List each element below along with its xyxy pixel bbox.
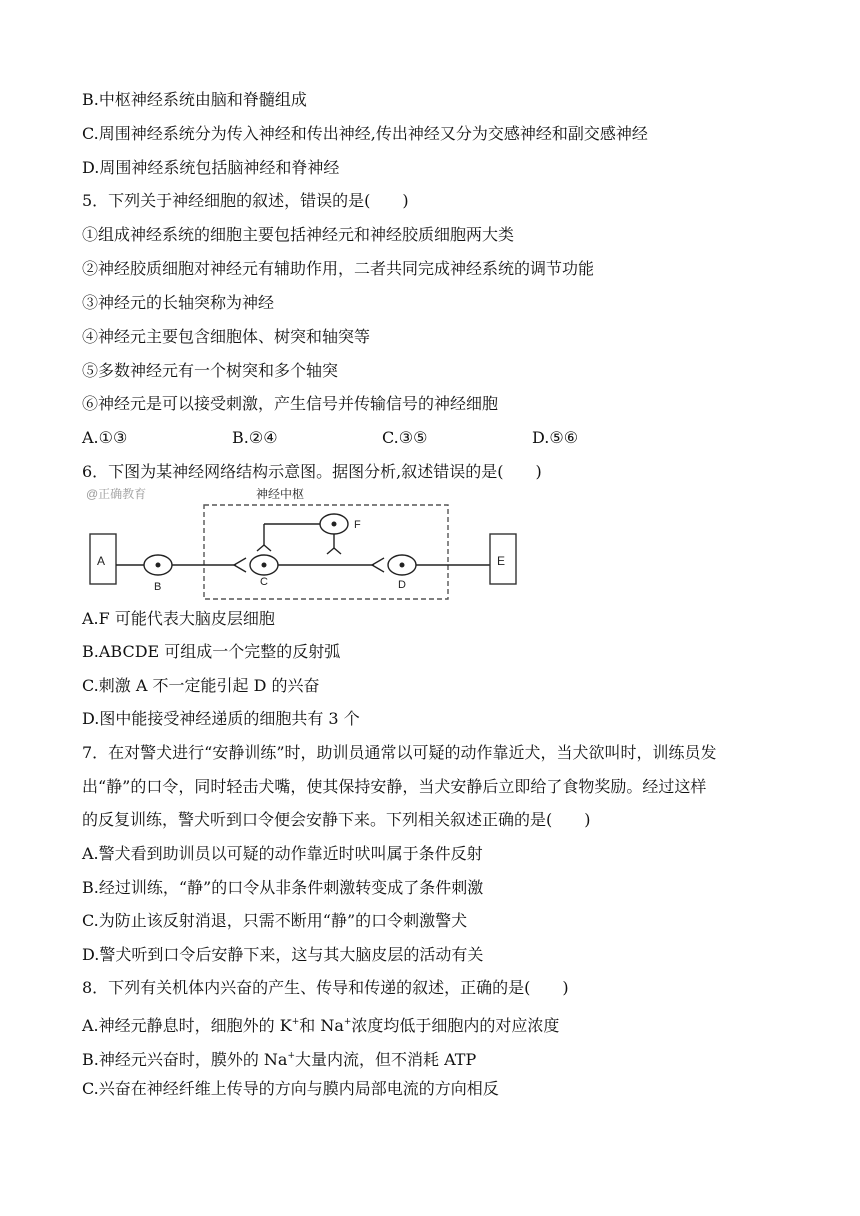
neural-center-box — [204, 505, 448, 599]
q8-option-c: C.兴奋在神经纤维上传导的方向与膜内局部电流的方向相反 — [82, 1079, 499, 1098]
label-b: B — [154, 581, 162, 593]
question-7-stem-line-2: 出“静”的口令，同时轻击犬嘴，使其保持安静，当犬安静后立即给了食物奖励。经过这样 — [82, 777, 707, 796]
q4-option-d: D.周围神经系统包括脑神经和脊神经 — [82, 158, 340, 177]
diagram-center-title: 神经中枢 — [256, 487, 305, 501]
label-f: F — [354, 519, 361, 531]
q5-option-d: D.⑤⑥ — [532, 428, 579, 447]
q5-statement-1: ①组成神经系统的细胞主要包括神经元和神经胶质细胞两大类 — [82, 225, 515, 244]
q8a-part-3: 浓度均低于细胞内的对应浓度 — [351, 1016, 560, 1035]
q4-option-c: C.周围神经系统分为传入神经和传出神经,传出神经又分为交感神经和副交感神经 — [82, 124, 648, 143]
label-e: E — [497, 554, 506, 568]
q5-option-c: C.③⑤ — [382, 428, 428, 447]
q5-option-a: A.①③ — [82, 428, 128, 447]
superscript-plus: + — [287, 1051, 296, 1061]
q8a-part-2: 和 Na — [299, 1016, 344, 1035]
label-c: C — [260, 576, 268, 588]
q6-option-c: C.刺激 A 不一定能引起 D 的兴奋 — [82, 676, 320, 695]
superscript-plus: + — [343, 1017, 352, 1027]
q6-option-a: A.F 可能代表大脑皮层细胞 — [82, 609, 275, 628]
label-d: D — [398, 579, 406, 591]
diagram-watermark: @正确教育 — [86, 487, 147, 501]
q7-option-a: A.警犬看到助训员以可疑的动作靠近时吠叫属于条件反射 — [82, 844, 483, 863]
superscript-plus: + — [291, 1017, 300, 1027]
question-6-stem: 6．下图为某神经网络结构示意图。据图分析,叙述错误的是( ) — [82, 462, 542, 481]
q6-option-d: D.图中能接受神经递质的细胞共有 3 个 — [82, 709, 360, 728]
question-7-stem-line-3: 的反复训练，警犬听到口令便会安静下来。下列相关叙述正确的是( ) — [82, 810, 591, 829]
q5-statement-3: ③神经元的长轴突称为神经 — [82, 293, 275, 312]
neural-network-diagram — [86, 484, 626, 604]
q8a-part-1: A.神经元静息时，细胞外的 K — [82, 1016, 292, 1035]
label-a: A — [97, 554, 106, 568]
q5-statement-2: ②神经胶质细胞对神经元有辅助作用，二者共同完成神经系统的调节功能 — [82, 259, 595, 278]
question-5-stem: 5．下列关于神经细胞的叙述，错误的是( ) — [82, 191, 409, 210]
q5-statement-5: ⑤多数神经元有一个树突和多个轴突 — [82, 361, 339, 380]
q5-option-b: B.②④ — [232, 428, 278, 447]
q7-option-c: C.为防止该反射消退，只需不断用“静”的口令刺激警犬 — [82, 911, 468, 930]
q8-option-a — [82, 1011, 559, 1037]
q8b-part-1: B.神经元兴奋时，膜外的 Na — [82, 1050, 288, 1069]
q7-option-b: B.经过训练，“静”的口令从非条件刺激转变成了条件刺激 — [82, 878, 484, 897]
synapse-c-f — [327, 548, 341, 554]
q6-option-b: B.ABCDE 可组成一个完整的反射弧 — [82, 642, 341, 661]
q4-option-b: B.中枢神经系统由脑和脊髓组成 — [82, 90, 307, 109]
q8-option-b — [82, 1045, 476, 1071]
question-7-stem-line-1: 7．在对警犬进行“安静训练”时，助训员通常以可疑的动作靠近犬，当犬欲叫时，训练员发 — [82, 743, 717, 762]
q5-statement-4: ④神经元主要包含细胞体、树突和轴突等 — [82, 327, 371, 346]
q7-option-d: D.警犬听到口令后安静下来，这与其大脑皮层的活动有关 — [82, 945, 484, 964]
q8b-part-2: 大量内流，但不消耗 ATP — [295, 1050, 477, 1069]
question-8-stem: 8．下列有关机体内兴奋的产生、传导和传递的叙述，正确的是( ) — [82, 978, 569, 997]
synapse-f-c — [257, 545, 271, 551]
q5-statement-6: ⑥神经元是可以接受刺激，产生信号并传输信号的神经细胞 — [82, 394, 499, 413]
